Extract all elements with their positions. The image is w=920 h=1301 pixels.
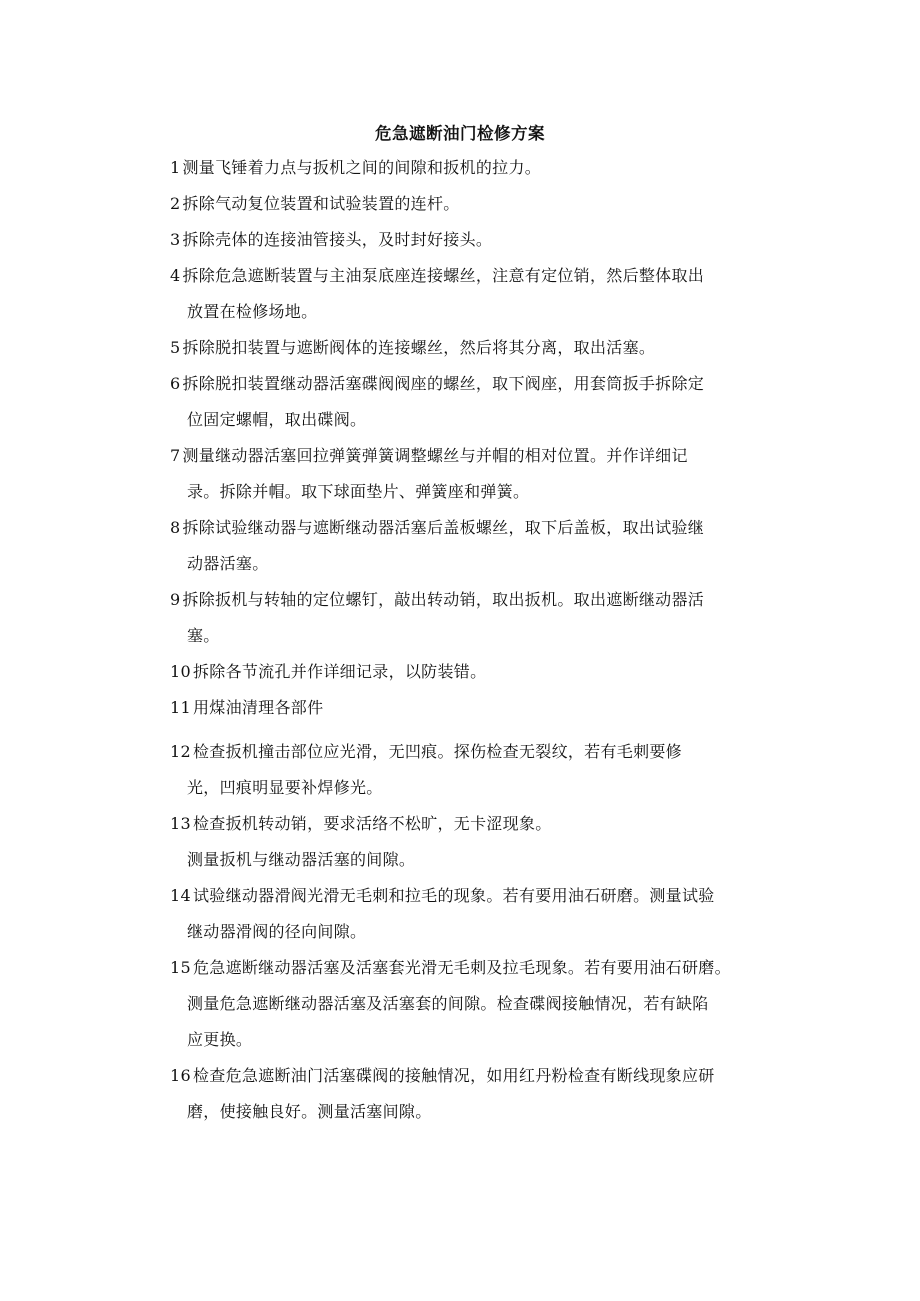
list-item-number: 13 (170, 814, 191, 833)
list-item (170, 654, 790, 690)
list-item-first-line (170, 150, 790, 186)
list-item-text: 检查扳机撞击部位应光滑，无凹痕。探伤检查无裂纹，若有毛刺要修 (192, 742, 682, 761)
list-item-first-line (170, 950, 790, 986)
list-item-first-line (170, 222, 790, 258)
list-item-number: 5 (170, 338, 181, 357)
list-item-continuation-line (170, 986, 790, 1022)
list-item-continuation-line (170, 402, 790, 438)
document-title: 危急遮断油门检修方案 (375, 124, 545, 143)
list-item-text: 拆除试验继动器与遮断继动器活塞后盖板螺丝，取下后盖板，取出试验继 (182, 518, 705, 537)
list-item-first-line (170, 878, 790, 914)
list-item (170, 1058, 790, 1130)
list-item-number: 14 (170, 886, 191, 905)
list-item-number: 6 (170, 374, 181, 393)
list-item-text: 拆除扳机与转轴的定位螺钉，敲出转动销，取出扳机。取出遮断继动器活 (182, 590, 705, 609)
list-item-continuation-line (170, 618, 790, 654)
list-item-first-line (170, 654, 790, 690)
list-item-text: 拆除壳体的连接油管接头，及时封好接头。 (182, 230, 493, 249)
list-item-text: 放置在检修场地。 (187, 302, 318, 321)
list-item-continuation-line (170, 294, 790, 330)
list-item (170, 222, 790, 258)
list-item-text: 动器活塞。 (187, 554, 269, 573)
list-item-number: 9 (170, 590, 181, 609)
list-item-first-line (170, 510, 790, 546)
list-item (170, 366, 790, 438)
list-item-text: 拆除脱扣装置继动器活塞碟阀阀座的螺丝，取下阀座，用套筒扳手拆除定 (182, 374, 705, 393)
list-item-first-line (170, 438, 790, 474)
list-item-text: 拆除脱扣装置与遮断阀体的连接螺丝，然后将其分离，取出活塞。 (182, 338, 656, 357)
list-item-number: 7 (170, 446, 181, 465)
list-item-text: 拆除气动复位装置和试验装置的连杆。 (182, 194, 460, 213)
document-body (170, 150, 790, 1130)
list-item-text: 测量危急遮断继动器活塞及活塞套的间隙。检查碟阀接触情况，若有缺陷 (187, 994, 709, 1013)
list-item (170, 438, 790, 510)
list-item-continuation-line (170, 914, 790, 950)
list-item-first-line (170, 366, 790, 402)
list-item (170, 950, 790, 1058)
list-item-continuation-line (170, 1022, 790, 1058)
list-item-text: 危急遮断继动器活塞及活塞套光滑无毛刺及拉毛现象。若有要用油石研磨。 (192, 958, 731, 977)
list-item-number: 16 (170, 1066, 191, 1085)
list-item-first-line (170, 186, 790, 222)
list-item-text: 应更换。 (187, 1030, 253, 1049)
list-item-text: 测量飞锤着力点与扳机之间的间隙和扳机的拉力。 (182, 158, 542, 177)
list-item-first-line (170, 1058, 790, 1094)
list-item-text: 录。拆除并帽。取下球面垫片、弹簧座和弹簧。 (187, 482, 530, 501)
list-item-number: 1 (170, 158, 181, 177)
list-item-number: 15 (170, 958, 191, 977)
list-item-first-line (170, 806, 790, 842)
list-item-text: 光，凹痕明显要补焊修光。 (187, 778, 383, 797)
list-item-first-line (170, 690, 790, 726)
list-item-continuation-line (170, 1094, 790, 1130)
list-item-text: 拆除各节流孔并作详细记录，以防装错。 (192, 662, 487, 681)
list-item-text: 磨，使接触良好。测量活塞间隙。 (187, 1102, 432, 1121)
list-item (170, 150, 790, 186)
list-item-number: 8 (170, 518, 181, 537)
list-item-continuation-line (170, 842, 790, 878)
list-item-continuation-line (170, 770, 790, 806)
list-item (170, 690, 790, 726)
list-item-number: 10 (170, 662, 191, 681)
list-item-first-line (170, 330, 790, 366)
list-item-text: 测量继动器活塞回拉弹簧弹簧调整螺丝与并帽的相对位置。并作详细记 (182, 446, 688, 465)
list-item (170, 734, 790, 806)
list-item-text: 拆除危急遮断装置与主油泵底座连接螺丝，注意有定位销，然后整体取出 (182, 266, 705, 285)
list-item-number: 3 (170, 230, 181, 249)
list-item-text: 位固定螺帽，取出碟阀。 (187, 410, 367, 429)
list-item (170, 510, 790, 582)
list-item-text: 试验继动器滑阀光滑无毛刺和拉毛的现象。若有要用油石研磨。测量试验 (192, 886, 715, 905)
list-item (170, 878, 790, 950)
list-item-number: 4 (170, 266, 181, 285)
list-item (170, 806, 790, 878)
list-item-number: 2 (170, 194, 181, 213)
list-item-text: 塞。 (187, 626, 220, 645)
list-item-text: 用煤油清理各部件 (192, 698, 324, 717)
list-item-number: 12 (170, 742, 191, 761)
list-item (170, 186, 790, 222)
list-item-text: 检查扳机转动销，要求活络不松旷，无卡涩现象。 (192, 814, 552, 833)
list-item-text: 检查危急遮断油门活塞碟阀的接触情况，如用红丹粉检查有断线现象应研 (192, 1066, 715, 1085)
list-item (170, 330, 790, 366)
list-item-text: 继动器滑阀的径向间隙。 (187, 922, 367, 941)
list-item-first-line (170, 582, 790, 618)
list-item (170, 258, 790, 330)
list-item-first-line (170, 258, 790, 294)
list-item-text: 测量扳机与继动器活塞的间隙。 (187, 850, 416, 869)
list-item-number: 11 (170, 698, 191, 717)
list-item-first-line (170, 734, 790, 770)
list-item (170, 582, 790, 654)
list-item-continuation-line (170, 474, 790, 510)
list-item-continuation-line (170, 546, 790, 582)
